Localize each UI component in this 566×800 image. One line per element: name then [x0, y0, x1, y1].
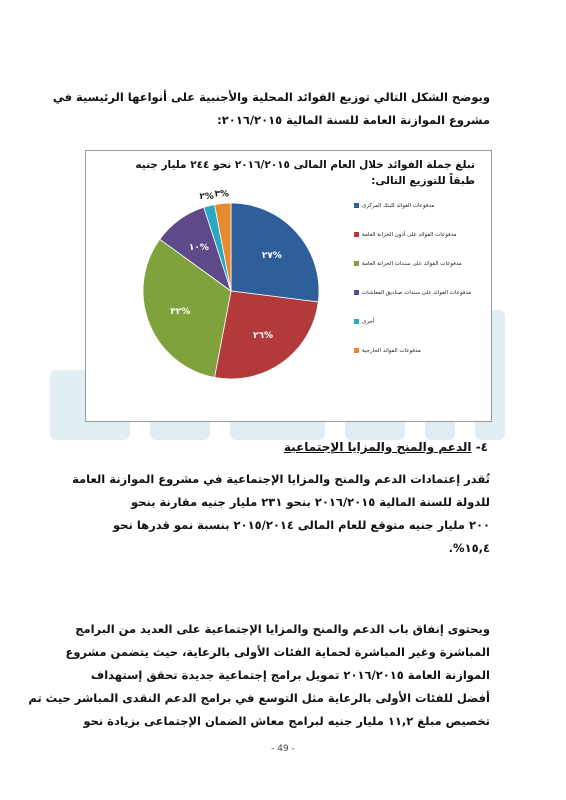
section-heading [284, 440, 488, 454]
legend-item [354, 290, 471, 296]
paragraph-line: أفضل للفئات الأولى بالرعاية مثل التوسع في برامج الدعم النقدى المباشر حيث تم [28, 691, 490, 705]
legend-item [354, 348, 421, 354]
programs-paragraph [28, 618, 490, 733]
section-number: ٤- [475, 440, 488, 454]
legend-label: مدفوعات الفوائد على سندات الخزانة العامة [362, 261, 462, 267]
intro-line: ويوضح الشكل التالي توزيع الفوائد المحلية والأجنبية على أنواعها الرئيسية في [52, 90, 490, 104]
paragraph-line: للدولة للسنة المالية ٢٠١٦/٢٠١٥ بنحو ٢٣١ مليار جنيه مقارنة بنحو [131, 495, 490, 509]
pie-chart [85, 150, 492, 422]
paragraph-line: تُقدر إعتمادات الدعم والمنح والمزايا الإجتماعية في مشروع الموازنة العامة [72, 472, 490, 486]
pie-slice-label: ١٠% [188, 242, 209, 253]
legend-swatch [354, 232, 359, 237]
section-title: الدعم والمنح والمزايا الإجتماعية [283, 440, 472, 454]
pie-slice-label: ٣% [214, 189, 230, 200]
legend-item [354, 261, 462, 267]
pie-slice-label: ٢٦% [253, 331, 274, 342]
pie-chart-canvas [86, 151, 491, 421]
pie-slice-label: ٣٢% [170, 307, 191, 318]
legend-item [354, 232, 457, 238]
legend-item [354, 319, 374, 325]
legend-swatch [354, 319, 359, 324]
chart-title-line: طبقاً للتوزيع التالى: [371, 175, 475, 187]
paragraph-line: الموازنة العامة ٢٠١٦/٢٠١٥ تمويل برامج إجتماعية جديدة تحقق إستهداف [90, 668, 490, 682]
legend-item [354, 203, 434, 209]
legend-swatch [354, 203, 359, 208]
paragraph-line: تخصيص مبلغ ١١,٢ مليار جنيه لبرامج معاش الضمان الإجتماعى بزيادة نحو [83, 714, 490, 728]
paragraph-line: ١٥,٤%. [448, 541, 490, 555]
legend-swatch [354, 348, 359, 353]
intro-paragraph [52, 86, 490, 132]
legend-label: مدفوعات الفوائد على سندات صناديق المعاشات [362, 290, 472, 296]
paragraph-line: ٢٠٠ مليار جنيه متوقع للعام المالى ٢٠١٥/٢٠١٤ بنسبة نمو قدرها نحو [113, 518, 490, 532]
paragraph-line: المباشرة وغير المباشرة لحماية الفئات الأولى بالرعاية، حيث يتضمن مشروع [65, 645, 490, 659]
legend-label: مدفوعات الفوائد للبنك المركزى [362, 203, 435, 209]
chart-title-line: تبلغ جملة الفوائد خلال العام المالى ٢٠١٦/٢٠١٥ نحو ٢٤٤ مليار جنيه [135, 159, 475, 171]
pie-slice-label: ٢% [199, 192, 214, 203]
legend-swatch [354, 290, 359, 295]
paragraph-line: ويحتوى إنفاق باب الدعم والمنح والمزايا الإجتماعية على العديد من البرامج [75, 622, 490, 636]
legend-label: أخرى [362, 319, 375, 325]
subsidies-paragraph [72, 468, 490, 560]
intro-line: مشروع الموازنة العامة للسنة المالية ٢٠١٦/٢٠١٥: [217, 113, 490, 127]
page-number: - 49 - [271, 744, 295, 754]
pie-slice-label: ٢٧% [261, 250, 282, 261]
legend-label: مدفوعات الفوائد الخارجية [362, 348, 421, 354]
legend-swatch [354, 261, 359, 266]
legend-label: مدفوعات الفوائد على أذون الخزانة العامة [362, 232, 457, 238]
